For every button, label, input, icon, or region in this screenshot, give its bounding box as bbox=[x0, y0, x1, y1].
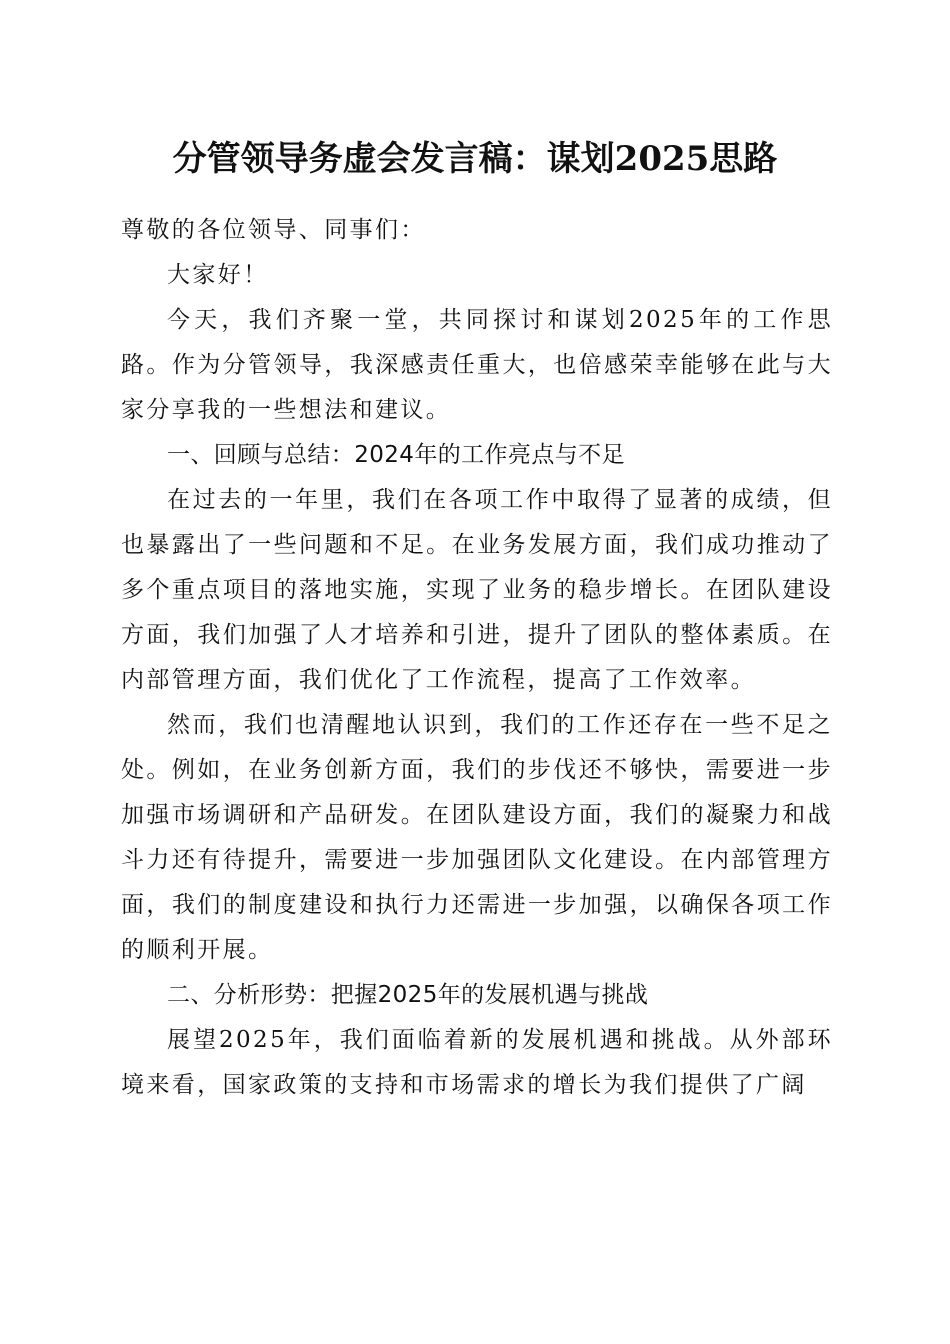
section-1-paragraph-2: 然而，我们也清醒地认识到，我们的工作还存在一些不足之处。例如，在业务创新方面，我们的步伐还不够快，需要进一步加强市场调研和产品研发。在团队建设方面，我们的凝聚力和战斗力还有待提升，需要进一步加强团队文化建设。在内部管理方面，我们的制度建设和执行力还需进一步加强，以确保各项工作的顺利开展。 bbox=[121, 712, 833, 963]
section-heading-2: 二、分析形势：把握2025年的发展机遇与挑战 bbox=[167, 982, 649, 1008]
section-2-paragraph-1: 展望2025年，我们面临着新的发展机遇和挑战。从外部环境来看，国家政策的支持和市场需求的增长为我们提供了广阔 bbox=[121, 1027, 833, 1098]
document-body bbox=[121, 208, 833, 1108]
salutation: 尊敬的各位领导、同事们： bbox=[121, 217, 426, 243]
section-heading-1: 一、回顾与总结：2024年的工作亮点与不足 bbox=[167, 442, 625, 468]
section-1-paragraph-1: 在过去的一年里，我们在各项工作中取得了显著的成绩，但也暴露出了一些问题和不足。在业务发展方面，我们成功推动了多个重点项目的落地实施，实现了业务的稳步增长。在团队建设方面，我们加强了人才培养和引进，提升了团队的整体素质。在内部管理方面，我们优化了工作流程，提高了工作效率。 bbox=[121, 487, 833, 693]
document-title: 分管领导务虚会发言稿：谋划2025思路 bbox=[172, 139, 778, 179]
greeting: 大家好！ bbox=[167, 262, 269, 288]
intro-paragraph: 今天，我们齐聚一堂，共同探讨和谋划2025年的工作思路。作为分管领导，我深感责任重大，也倍感荣幸能够在此与大家分享我的一些想法和建议。 bbox=[121, 307, 833, 423]
